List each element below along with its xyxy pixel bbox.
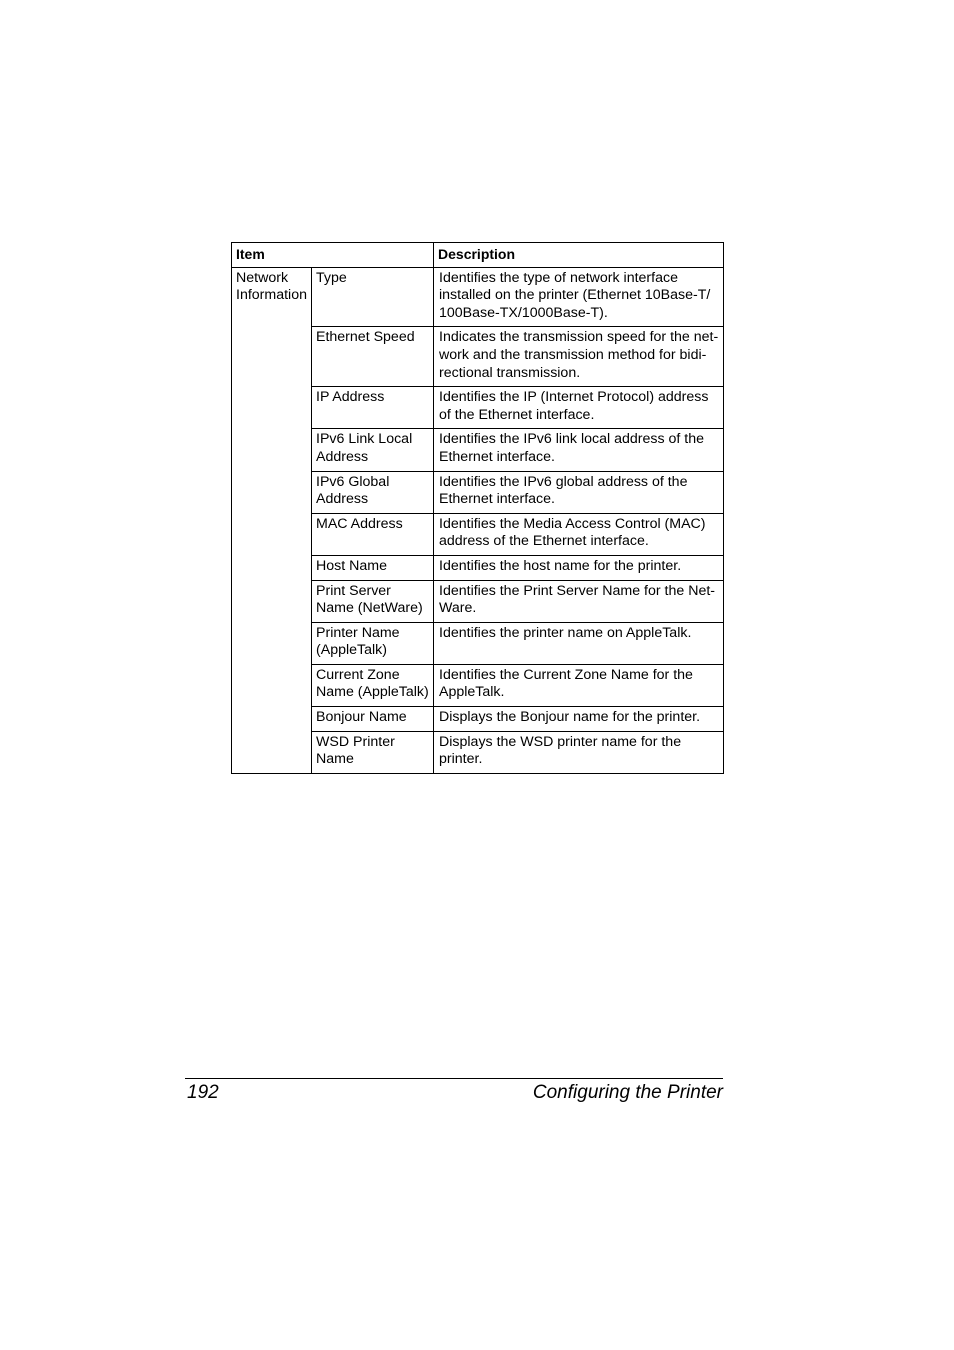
row-name: Ethernet Speed xyxy=(312,327,434,387)
row-name: Host Name xyxy=(312,555,434,580)
table-row xyxy=(232,267,724,327)
row-description: Identifies the printer name on AppleTalk. xyxy=(434,622,724,664)
page-number: 192 xyxy=(187,1082,219,1103)
row-name: Current Zone Name (AppleTalk) xyxy=(312,664,434,706)
row-description: Identifies the Media Access Control (MAC) address of the Ethernet interface. xyxy=(434,513,724,555)
table-header-row xyxy=(232,243,724,268)
row-name: Print Server Name (NetWare) xyxy=(312,580,434,622)
footer-divider xyxy=(185,1078,723,1079)
row-name: IPv6 Link Local Address xyxy=(312,429,434,471)
row-description: Identifies the type of network interface installed on the printer (Ethernet 10Base-T/ 100Base-TX/1000Base-T). xyxy=(434,267,724,327)
section-title: Configuring the Printer xyxy=(532,1082,723,1103)
row-description: Identifies the IP (Internet Protocol) address of the Ethernet interface. xyxy=(434,387,724,429)
row-name: WSD Printer Name xyxy=(312,731,434,773)
row-name: MAC Address xyxy=(312,513,434,555)
row-name: Printer Name (AppleTalk) xyxy=(312,622,434,664)
row-description: Displays the WSD printer name for the printer. xyxy=(434,731,724,773)
row-name: Bonjour Name xyxy=(312,707,434,732)
row-name: IPv6 Global Address xyxy=(312,471,434,513)
row-description: Identifies the IPv6 global address of the Ethernet interface. xyxy=(434,471,724,513)
row-name: IP Address xyxy=(312,387,434,429)
row-description: Indicates the transmission speed for the net-work and the transmission method for bidi-rectional transmission. xyxy=(434,327,724,387)
row-name: Type xyxy=(312,267,434,327)
row-description: Displays the Bonjour name for the printer. xyxy=(434,707,724,732)
row-description: Identifies the Current Zone Name for the AppleTalk. xyxy=(434,664,724,706)
header-description: Description xyxy=(434,243,724,268)
row-description: Identifies the host name for the printer. xyxy=(434,555,724,580)
row-description: Identifies the IPv6 link local address of the Ethernet interface. xyxy=(434,429,724,471)
network-information-table xyxy=(231,242,724,774)
group-label-network-information: Network Information xyxy=(232,267,312,773)
row-description: Identifies the Print Server Name for the Net-Ware. xyxy=(434,580,724,622)
header-item: Item xyxy=(232,243,434,268)
